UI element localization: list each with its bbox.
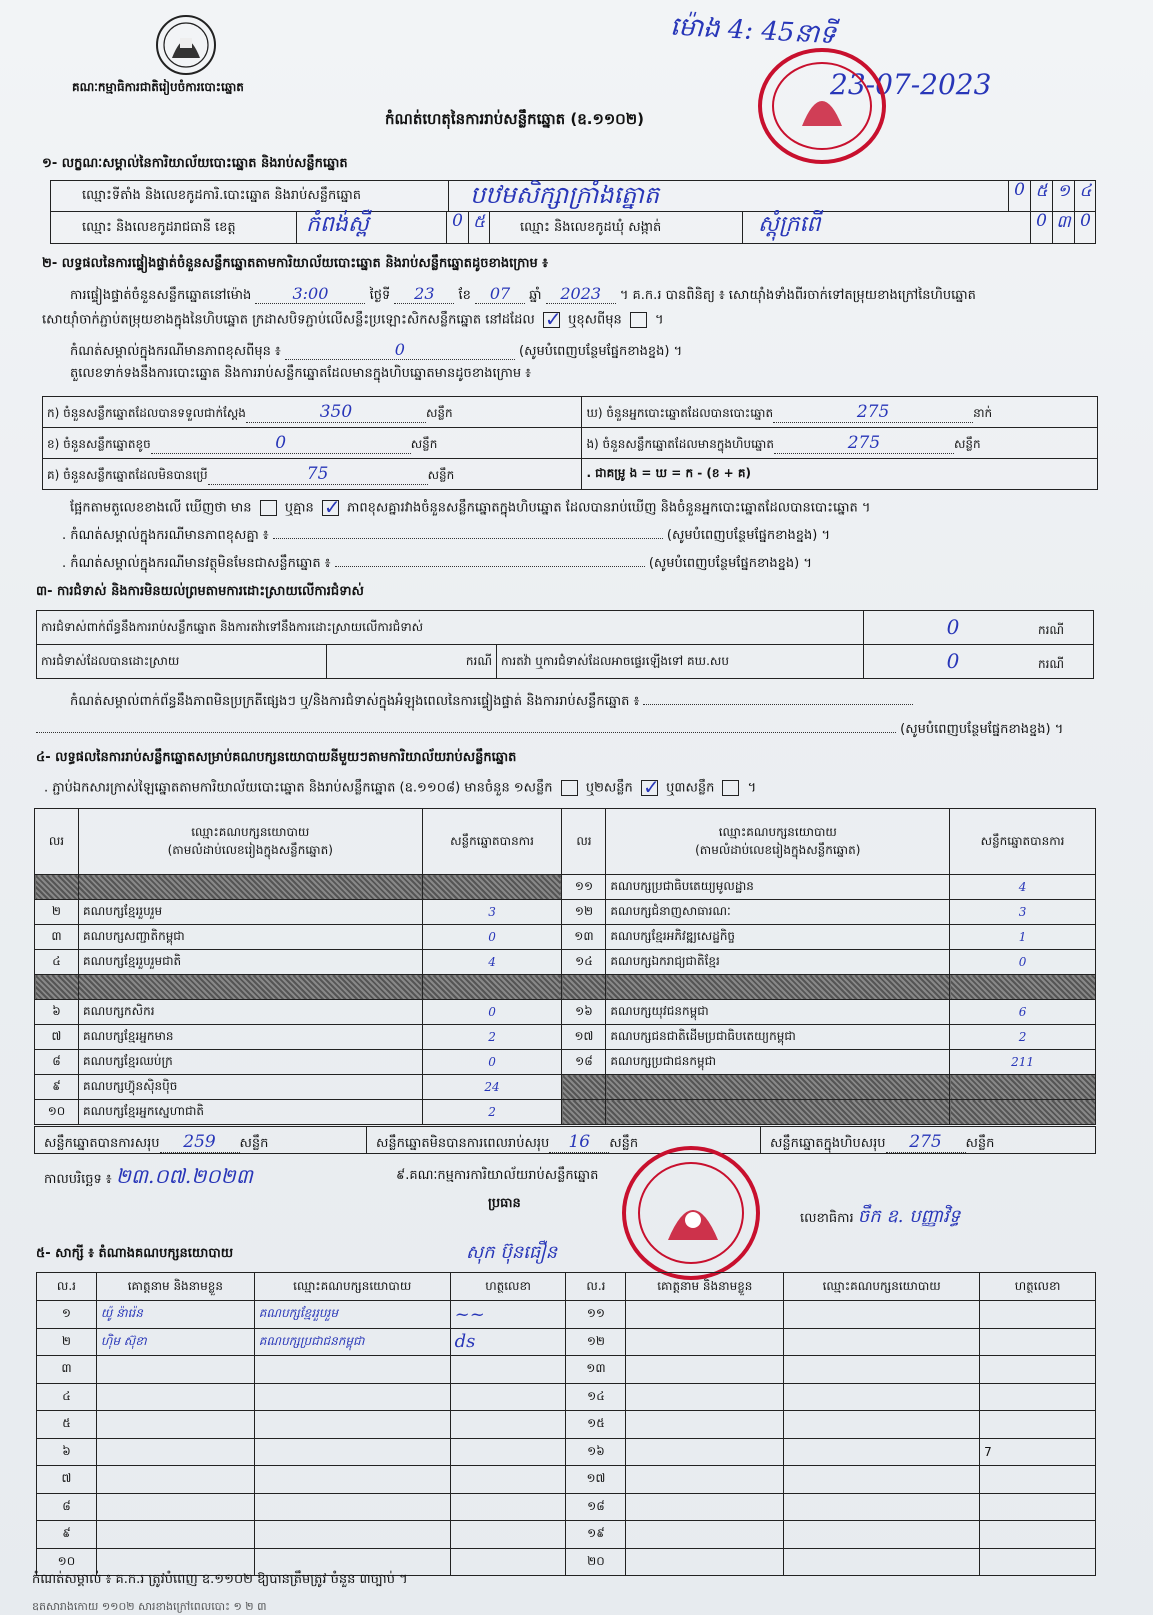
- row-number: ១០: [35, 1100, 79, 1125]
- row-number: [562, 1075, 606, 1100]
- party-name: គណបក្សសញ្ជាតិកម្ពុជា: [78, 925, 422, 950]
- verify-line-4: តួលេខទាក់ទងនឹងការបោះឆ្នោត និងការរាប់សន្លឹកឆ្នោតដែលមានក្នុងហិបឆ្នោតមានដូចខាងក្រោម ៖: [70, 366, 531, 381]
- witness-row: [37, 1383, 1096, 1411]
- chair-label: ប្រធាន: [488, 1196, 521, 1211]
- vote-count: 1: [950, 925, 1096, 950]
- witness-number: ៨: [37, 1493, 97, 1521]
- party-name: គណបក្សកសិករ: [78, 1000, 422, 1025]
- note-difference: . កំណត់សម្គាល់ក្នុងករណីមានភាពខុសគ្នា ៖ (សូមបំពេញបន្ថែមផ្នែកខាងខ្នង) ។: [62, 528, 831, 543]
- chair-signature: សុក ប៊ុនធឿន: [466, 1242, 558, 1263]
- official-stamp-bottom: [622, 1146, 760, 1280]
- witness-number: ៤: [37, 1383, 97, 1411]
- total-valid: សន្លឹកឆ្នោតបានការសរុប 259 សន្លឹក: [44, 1132, 269, 1152]
- row-number: ១២: [562, 900, 606, 925]
- handwritten-time: ម៉ោង 4: 45នាទី: [669, 11, 837, 51]
- party-name: គណបក្សខ្មែរអ្នកមាន: [78, 1025, 422, 1050]
- vote-count: [950, 975, 1096, 1000]
- section3-title: ៣- ការជំទាស់ និងការមិនយល់ព្រមតាមការដោះស្រាយលើការជំទាស់: [36, 584, 364, 599]
- row-number: ៦: [35, 1000, 79, 1025]
- verify-line-2: សោយ៉ាំចាក់ភ្ជាប់តម្រុយខាងក្នុងនៃហិបឆ្នោត ក្រដាសបិទភ្ជាប់លើសន្លឹះប្រឡោះសិកសន្លឹកឆ្នោត នៅដដែល ✓ ឬខុសពីមុន ។: [42, 312, 664, 328]
- attach-line: . ភ្ជាប់ឯកសារក្រាស់ឡៃឆ្នោតតាមការិយាល័យបោះឆ្នោត និងរាប់សន្លឹកឆ្នោត (ឧ.១១០៨) មានចំនួន ១សន្លឹក ឬ២សន្លឹក ✓ ឬ៣សន្លឹក ។: [44, 780, 756, 796]
- party-name: គណបក្សប្រជាធិបតេយ្យមូលដ្ឋាន: [606, 875, 950, 900]
- result-row: [35, 1025, 1096, 1050]
- same-checkbox[interactable]: [543, 312, 560, 328]
- row-number: ៤: [35, 950, 79, 975]
- party-name: គណបក្សយុវជនកម្ពុជា: [606, 1000, 950, 1025]
- party-name: [78, 975, 422, 1000]
- witness-row: [37, 1438, 1096, 1466]
- witness-number: ៥: [37, 1411, 97, 1439]
- party-name: គណបក្សជនជាតិដើមប្រជាធិបតេយ្យកម្ពុជា: [606, 1025, 950, 1050]
- secretary-line: លេខាធិការ ចឹក ឧ. បញ្ញាវិទ្ធ: [800, 1206, 961, 1227]
- vote-count: 2: [950, 1025, 1096, 1050]
- vote-count: [422, 875, 562, 900]
- party-name: គណបក្សខ្មែររួបរួម: [78, 900, 422, 925]
- vote-count: [950, 1100, 1096, 1125]
- objection-note: កំណត់សម្គាល់ពាក់ព័ន្ធនឹងភាពមិនប្រក្រតីផ្សេងៗ ឬ/និងការជំទាស់ក្នុងអំឡុងពេលនៃការផ្ទៀងផ្ទាត់ និងការរាប់សន្លឹកឆ្នោត ៖: [70, 694, 913, 710]
- handwritten-date: 23-07-2023: [830, 68, 992, 101]
- row-number: ៣: [35, 925, 79, 950]
- result-row: [35, 950, 1096, 975]
- result-row: [35, 975, 1096, 1000]
- section4-title: ៤- លទ្ធផលនៃការរាប់សន្លឹកឆ្នោតសម្រាប់គណបក្សនយោបាយនីមួយៗតាមការិយាល័យរាប់សន្លឹកឆ្នោត: [36, 750, 517, 765]
- party-name: [606, 1075, 950, 1100]
- vote-count: 4: [422, 950, 562, 975]
- note-foreign-object: . កំណត់សម្គាល់ក្នុងករណីមានវត្ថុមិនមែនជាសន្លឹកឆ្នោត ៖ (សូមបំពេញបន្ថែមផ្នែកខាងខ្នង) ។: [62, 556, 812, 571]
- counts-table: ក) ចំនួនសន្លឹកឆ្នោតដែលបានទទួលជាក់ស្តែង 350 សន្លឹក ឃ) ចំនួនអ្នកបោះឆ្នោតដែលបានបោះឆ្នោត 275 នាក់ ខ) ចំនួនសន្លឹកឆ្នោតខូច 0 សន្លឹក ង) ចំនួនសន្លឹកឆ្នោតដែលមានក្នុងហិបឆ្នោត 275 សន្លឹក គ) ចំនួនសន្លឹកឆ្នោតដែលមិនបានប្រើ 75 សន្លឹក . ជាគម្រូ ង = ឃ = ក - (ខ + គ): [42, 396, 1098, 490]
- row-number: ១៧: [562, 1025, 606, 1050]
- row-number: [562, 1100, 606, 1125]
- row-number: [35, 875, 79, 900]
- vote-count: 24: [422, 1075, 562, 1100]
- result-row: [35, 1100, 1096, 1125]
- witness-number: ១៩: [566, 1521, 626, 1549]
- witness-number: ២០: [566, 1548, 626, 1576]
- party-name: គណបក្សជំនាញសាធារណៈ: [606, 900, 950, 925]
- section5-title: ៥- សាក្សី ៖ តំណាងគណបក្សនយោបាយ: [36, 1246, 234, 1261]
- committee-label: ៩.គណៈកម្មការការិយាល័យរាប់សន្លឹកឆ្នោត: [396, 1168, 599, 1183]
- different-checkbox[interactable]: [630, 312, 647, 328]
- vote-count: [950, 1075, 1096, 1100]
- vote-count: 211: [950, 1050, 1096, 1075]
- row-number: ១៦: [562, 1000, 606, 1025]
- witness-table: ល.រ គោត្តនាម និងនាមខ្លួន ឈ្មោះគណបក្សនយោបាយ ហត្ថលេខា ល.រ គោត្តនាម និងនាមខ្លួន ឈ្មោះគណបក្សនយោបាយ ហត្ថលេខា ១ យ៉ូ ន៉ារ៉េន គណបក្សខ្មែររួបរួម ~~ ១១ ២ ហ៊ិម ស៊ុខា គណបក្សប្រជាជនកម្ពុជា ds ១២ ៣ ១៣ ៤ ១៤ ៥ ១៥ ៦ ១៦ 7 ៧ ១៧ ៨ ១៨ ៩ ១៩ ១០ ២០: [36, 1272, 1096, 1576]
- witness-name: ហ៊ិម ស៊ុខា: [96, 1328, 254, 1356]
- objection-note-line2: (សូមបំពេញបន្ថែមផ្នែកខាងខ្នង) ។: [36, 722, 1063, 738]
- witness-name: យ៉ូ ន៉ារ៉េន: [96, 1301, 254, 1329]
- committee-name: គណៈកម្មាធិការជាតិរៀបចំការបោះឆ្នោត: [72, 80, 244, 94]
- commune-name: ស្តុំក្រពើ: [758, 212, 821, 237]
- row-number: ១៤: [562, 950, 606, 975]
- results-table: លរ ឈ្មោះគណបក្សនយោបាយ (តាមលំដាប់លេខរៀងក្នុងសន្លឹកឆ្នោត) សន្លឹកឆ្នោតបានការ លរ ឈ្មោះគណបក្សនយោបាយ (តាមលំដាប់លេខរៀងក្នុងសន្លឹកឆ្នោត) សន្លឹកឆ្នោតបានការ ១១ គណបក្សប្រជាធិបតេយ្យមូលដ្ឋាន 4 ២ គណបក្សខ្មែររួបរួម 3 ១២ គណបក្សជំនាញសាធារណៈ 3 ៣ គណបក្សសញ្ជាតិកម្ពុជា 0 ១៣ គណបក្សខ្មែរអភិវឌ្ឍសេដ្ឋកិច្ច 1 ៤ គណបក្សខ្មែររួបរួមជាតិ 4 ១៤ គណបក្សឯករាជ្យជាតិខ្មែរ 0 ៦ គណបក្សកសិករ 0 ១៦ គណបក្សយុវជនកម្ពុជា 6 ៧ គណបក្សខ្មែរអ្នកមាន 2 ១៧ គណបក្សជនជាតិដើមប្រជាធិបតេយ្យកម្ពុជា 2 ៨ គណបក្សខ្មែរឈប់ក្រ 0 ១៨ គណបក្សប្រជាជនកម្ពុជា 211 ៩ គណបក្សហ៊្វុនស៊ិនប៉ិច 24 ១០ គណបក្សខ្មែរអ្នកស្នេហាជាតិ 2: [34, 808, 1096, 1125]
- party-name: គណបក្សខ្មែរឈប់ក្រ: [78, 1050, 422, 1075]
- witness-number: ៣: [37, 1356, 97, 1384]
- no-difference-checkbox[interactable]: [322, 500, 339, 516]
- witness-number: ១៤: [566, 1383, 626, 1411]
- vote-count: 2: [422, 1100, 562, 1125]
- province-label: ឈ្មោះ និងលេខកូដរាជធានី ខេត្ត: [82, 220, 236, 235]
- vote-count: 6: [950, 1000, 1096, 1025]
- vote-count: 0: [422, 1000, 562, 1025]
- result-row: [35, 1075, 1096, 1100]
- party-name: គណបក្សខ្មែរអ្នកស្នេហាជាតិ: [78, 1100, 422, 1125]
- witness-number: ១១: [566, 1301, 626, 1329]
- date-line: កាលបរិច្ឆេទ ៖ ២៣.០៧.២០២៣: [44, 1164, 253, 1188]
- row-number: [35, 975, 79, 1000]
- witness-number: ១៨: [566, 1493, 626, 1521]
- witness-row: [37, 1521, 1096, 1549]
- official-stamp-top: [758, 48, 886, 164]
- party-name: [606, 1100, 950, 1125]
- witness-number: ៧: [37, 1466, 97, 1494]
- party-name: គណបក្សខ្មែរអភិវឌ្ឍសេដ្ឋកិច្ច: [606, 925, 950, 950]
- nec-emblem-icon: [152, 14, 220, 76]
- vote-count: 3: [950, 900, 1096, 925]
- station-name: បឋមសិក្សាក្រាំងត្នោត: [470, 181, 660, 209]
- party-name: [606, 975, 950, 1000]
- witness-party: គណបក្សខ្មែររួបរួម: [254, 1301, 450, 1329]
- footer-note: កំណត់សម្គាល់ ៖ គ.ក.រ ត្រូវបំពេញ ឧ.១១០២ ឱ្យបានត្រឹមត្រូវ ចំនួន ៣ច្បាប់ ។: [32, 1572, 408, 1587]
- witness-row: ២ ហ៊ិម ស៊ុខា គណបក្សប្រជាជនកម្ពុជា ds ១២: [37, 1328, 1096, 1356]
- witness-number: ១៣: [566, 1356, 626, 1384]
- row-number: ៩: [35, 1075, 79, 1100]
- objections-table: ការជំទាស់ពាក់ព័ន្ធនឹងការរាប់សន្លឹកឆ្នោត និងការតវ៉ាទៅនឹងការដោះស្រាយលើការជំទាស់ 0 ករណី ការជំទាស់ដែលបានដោះស្រាយ ករណី ការតវ៉ា ឬការជំទាស់ដែលអាចផ្ទេរឡើងទៅ គឃ.សប 0 ករណី: [36, 610, 1094, 679]
- witness-number: ៩: [37, 1521, 97, 1549]
- witness-row: ១ យ៉ូ ន៉ារ៉េន គណបក្សខ្មែររួបរួម ~~ ១១: [37, 1301, 1096, 1329]
- row-number: ៨: [35, 1050, 79, 1075]
- witness-number: ១០: [37, 1548, 97, 1576]
- witness-number: ១: [37, 1301, 97, 1329]
- vote-count: 0: [422, 925, 562, 950]
- party-name: គណបក្សឯករាជ្យជាតិខ្មែរ: [606, 950, 950, 975]
- province-code: 0 ៥: [446, 211, 490, 244]
- footer-code: ឧតសារាងកោយ ១១០២ សារខាងក្រៅពេលបោះ ១ ២ ៣: [32, 1600, 267, 1613]
- section1-title: ១- លក្ខណៈសម្គាល់នៃការិយាល័យបោះឆ្នោត និងរាប់សន្លឹកឆ្នោត: [42, 156, 348, 171]
- has-difference-checkbox[interactable]: [260, 500, 277, 516]
- vote-count: 2: [422, 1025, 562, 1050]
- verify-line-1: ការផ្ទៀងផ្ទាត់ចំនួនសន្លឹកឆ្នោតនៅម៉ោង 3:00 ថ្ងៃទី 23 ខែ 07 ឆ្នាំ 2023 ។ គ.ក.រ បានពិនិត្យ ៖ សោយ៉ាំងទាំងពីរចាក់ទៅតម្រុយខាងក្រៅនៃហិបឆ្នោត: [70, 284, 976, 303]
- vote-count: [422, 975, 562, 1000]
- witness-number: ១២: [566, 1328, 626, 1356]
- witness-party: គណបក្សប្រជាជនកម្ពុជា: [254, 1328, 450, 1356]
- result-row: [35, 1050, 1096, 1075]
- vote-count: 3: [422, 900, 562, 925]
- row-number: ៧: [35, 1025, 79, 1050]
- vote-count: 4: [950, 875, 1096, 900]
- total-invalid: សន្លឹកឆ្នោតមិនបានការពេលរាប់សរុប 16 សន្លឹក: [376, 1132, 639, 1152]
- party-name: គណបក្សហ៊្វុនស៊ិនប៉ិច: [78, 1075, 422, 1100]
- province-name: កំពង់ស្ពឺ: [306, 212, 369, 237]
- witness-row: [37, 1493, 1096, 1521]
- row-number: ១៣: [562, 925, 606, 950]
- row-number: ២: [35, 900, 79, 925]
- commune-label: ឈ្មោះ និងលេខកូដឃុំ សង្កាត់: [520, 220, 662, 235]
- witness-number: ៦: [37, 1438, 97, 1466]
- witness-row: [37, 1411, 1096, 1439]
- vote-count: 0: [950, 950, 1096, 975]
- row-number: ១៨: [562, 1050, 606, 1075]
- result-row: [35, 900, 1096, 925]
- stray-mark: 7: [980, 1438, 1096, 1466]
- three-sheet-checkbox[interactable]: [722, 780, 739, 796]
- result-row: [35, 1000, 1096, 1025]
- commune-code: 0 ៣ 0: [1030, 211, 1096, 244]
- verify-line-3: កំណត់សម្គាល់ក្នុងករណីមានភាពខុសពីមុន ៖ 0 (សូមបំពេញបន្ថែមផ្នែកខាងខ្នង) ។: [70, 340, 683, 359]
- witness-row: [37, 1356, 1096, 1384]
- witness-number: ២: [37, 1328, 97, 1356]
- result-row: [35, 925, 1096, 950]
- one-sheet-checkbox[interactable]: [561, 780, 578, 796]
- party-name: [78, 875, 422, 900]
- witness-number: ១៦: [566, 1438, 626, 1466]
- two-sheet-checkbox[interactable]: [641, 780, 658, 796]
- witness-number: ១៧: [566, 1466, 626, 1494]
- party-name: គណបក្សប្រជាជនកម្ពុជា: [606, 1050, 950, 1075]
- total-box: សន្លឹកឆ្នោតក្នុងហិបសរុប 275 សន្លឹក: [770, 1132, 995, 1152]
- station-label: ឈ្មោះទីតាំង និងលេខកូដការិ.បោះឆ្នោត និងរាប់សន្លឹកឆ្នោត: [82, 188, 361, 203]
- row-number: [562, 975, 606, 1000]
- station-code: 0 ៥ ១ ៤: [1008, 180, 1096, 211]
- witness-row: [37, 1466, 1096, 1494]
- vote-count: 0: [422, 1050, 562, 1075]
- witness-number: ១៥: [566, 1411, 626, 1439]
- section2-title: ២- លទ្ធផលនៃការផ្ទៀងផ្ទាត់ចំនួនសន្លឹកឆ្នោតតាមការិយាល័យបោះឆ្នោត និងរាប់សន្លឹកឆ្នោតដូចខាងក្រោម ៖: [42, 256, 548, 271]
- result-row: [35, 875, 1096, 900]
- difference-line: ផ្អែកតាមតួលេខខាងលើ ឃើញថា មាន ឬគ្មាន ✓ ភាពខុសគ្នារវាងចំនួនសន្លឹកឆ្នោតក្នុងហិបឆ្នោត ដែលបានរាប់ឃើញ និងចំនួនអ្នកបោះឆ្នោតដែលបានបោះឆ្នោត ។: [70, 500, 870, 516]
- row-number: ១១: [562, 875, 606, 900]
- form-title: កំណត់ហេតុនៃការរាប់សន្លឹកឆ្នោត (ឧ.១១០២): [385, 110, 645, 128]
- party-name: គណបក្សខ្មែររួបរួមជាតិ: [78, 950, 422, 975]
